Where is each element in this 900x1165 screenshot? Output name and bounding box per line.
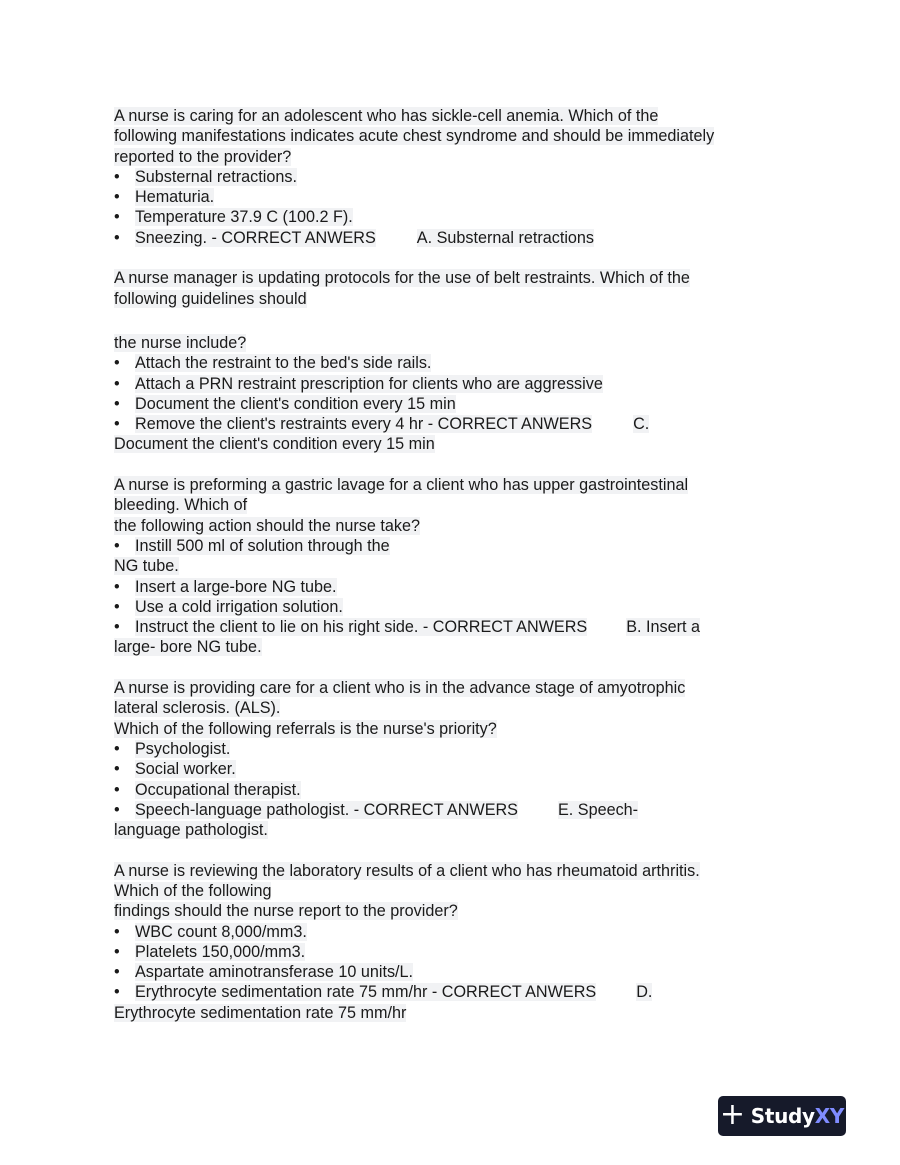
option-item: • Social worker. <box>114 760 236 779</box>
question-block <box>114 678 794 840</box>
option-item: • Speech-language pathologist. - CORRECT ANWERS E. Speech- <box>114 800 639 819</box>
option-item: • Hematuria. <box>114 188 215 207</box>
question-text: following guidelines should <box>114 289 307 308</box>
correct-answer: B. Insert a <box>626 618 700 637</box>
question-text: A nurse manager is updating protocols for the use of belt restraints. Which of the <box>114 269 690 288</box>
correct-answer: E. Speech- <box>557 800 639 819</box>
question-text: A nurse is providing care for a client who is in the advance stage of amyotrophic <box>114 679 686 698</box>
option-item: • Remove the client's restraints every 4 hr - CORRECT ANWERS C. <box>114 415 650 434</box>
question-block <box>114 475 794 658</box>
question-block <box>114 268 794 454</box>
option-item: • Attach the restraint to the bed's side rails. <box>114 354 432 373</box>
option-item: • Substernal retractions. <box>114 167 297 186</box>
option-item: • Document the client's condition every 15 min <box>114 394 456 413</box>
logo-text-xy: XY <box>814 1104 845 1128</box>
option-item: • Aspartate aminotransferase 10 units/L. <box>114 963 414 982</box>
question-text: A nurse is caring for an adolescent who has sickle-cell anemia. Which of the <box>114 107 659 125</box>
question-block <box>114 106 794 248</box>
correct-answer-continued: language pathologist. <box>114 821 268 840</box>
question-text: Which of the following <box>114 881 272 900</box>
option-item: • Insert a large-bore NG tube. <box>114 577 337 596</box>
option-item: • Psychologist. <box>114 739 231 758</box>
document-body <box>114 106 794 1023</box>
question-text: following manifestations indicates acute chest syndrome and should be immediately <box>114 127 715 146</box>
option-item: • Platelets 150,000/mm3. <box>114 942 306 961</box>
question-text: the nurse include? <box>114 333 247 352</box>
option-item: • Attach a PRN restraint prescription for clients who are aggressive <box>114 374 603 393</box>
correct-answer: A. Substernal retractions <box>416 228 595 247</box>
question-text: bleeding. Which of <box>114 496 248 515</box>
question-text <box>114 309 794 333</box>
question-text: A nurse is preforming a gastric lavage for a client who has upper gastrointestinal <box>114 476 689 495</box>
logo-text-study: Study <box>750 1104 815 1128</box>
option-item: • Instill 500 ml of solution through the <box>114 536 390 555</box>
correct-answer: D. <box>636 983 653 1002</box>
option-item: • Erythrocyte sedimentation rate 75 mm/hr - CORRECT ANWERS D. <box>114 983 653 1002</box>
question-block <box>114 861 794 1023</box>
correct-answer-continued: Erythrocyte sedimentation rate 75 mm/hr <box>114 1003 407 1022</box>
question-text: lateral sclerosis. (ALS). <box>114 699 281 718</box>
plus-icon: + <box>719 1096 745 1132</box>
correct-answer: C. <box>633 415 650 434</box>
question-text: the following action should the nurse take? <box>114 516 420 535</box>
question-text: A nurse is reviewing the laboratory results of a client who has rheumatoid arthritis. <box>114 861 700 880</box>
question-text: reported to the provider? <box>114 147 292 166</box>
option-item: • Use a cold irrigation solution. <box>114 597 343 616</box>
option-item-continued: NG tube. <box>114 557 179 576</box>
correct-answer-continued: large- bore NG tube. <box>114 638 262 657</box>
correct-answer-continued: Document the client's condition every 15 min <box>114 435 435 454</box>
option-item: • Occupational therapist. <box>114 780 301 799</box>
question-text: findings should the nurse report to the provider? <box>114 902 458 921</box>
option-item: • Temperature 37.9 C (100.2 F). <box>114 208 353 227</box>
option-item: • Instruct the client to lie on his right side. - CORRECT ANWERS B. Insert a <box>114 618 700 637</box>
option-item: • Sneezing. - CORRECT ANWERS A. Substernal retractions <box>114 228 595 247</box>
studyxy-logo[interactable] <box>718 1096 846 1136</box>
option-item: • WBC count 8,000/mm3. <box>114 922 307 941</box>
question-text: Which of the following referrals is the nurse's priority? <box>114 719 497 738</box>
